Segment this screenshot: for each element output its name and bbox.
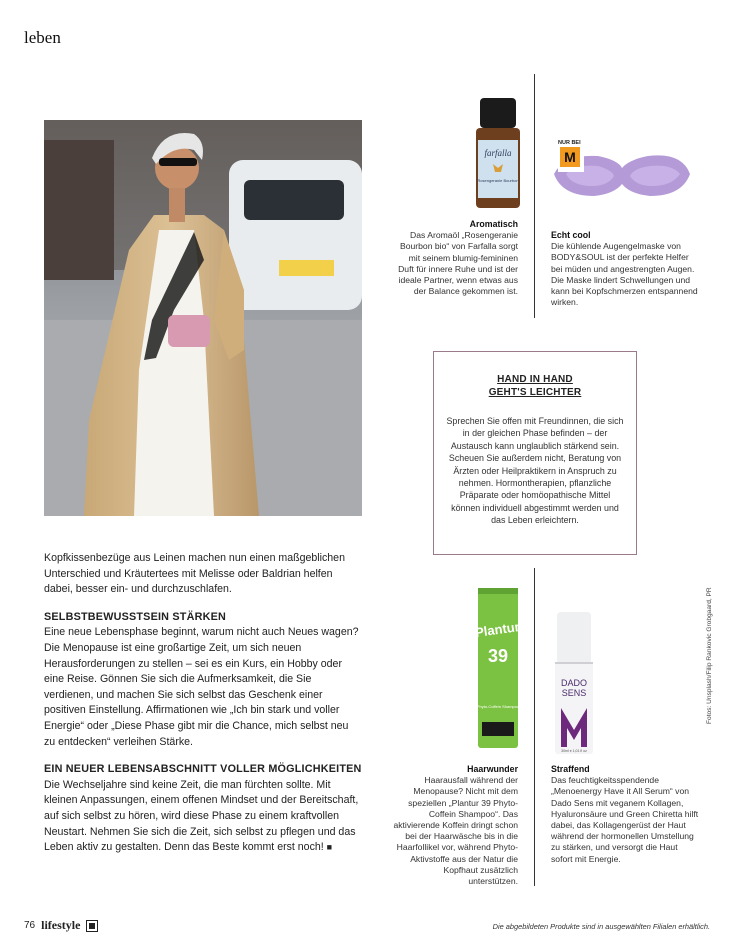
box-title-line1: HAND IN HAND xyxy=(497,374,573,385)
section-label: leben xyxy=(24,28,61,47)
oil-label-brand: farfalla xyxy=(484,148,512,158)
divider-line-top xyxy=(534,74,535,318)
shampoo-title: Haarwunder xyxy=(467,764,518,774)
box-text: Sprechen Sie offen mit Freundinnen, die sich in der gleichen Phase befinden – der Austausch kann unglaublich stärkend sein. Scheuen Sie außerdem nicht, Beratung von Ärzten oder Heilpraktikern in Anspruch zu nehmen. Hormontherapien, pflanzliche Präparate oder homöopathische Mittel können individuell abgestimmt werden und das Leben erleichtern. xyxy=(446,416,624,526)
heading-neuer-lebensabschnitt: EIN NEUER LEBENSABSCHNITT VOLLER MÖGLICHKEITEN xyxy=(44,763,362,776)
intro-paragraph: Kopfkissenbezüge aus Leinen machen nun einen maßgeblichen Unterschied und Kräutertees mit Melisse oder Baldrian helfen dabei, besser ein- und durchzuschlafen. xyxy=(44,552,345,596)
photo-credit: Fotos: Unsplash/Filip Rankovic Grobgaard, PR xyxy=(706,587,713,724)
page-number: 76 xyxy=(24,920,36,931)
shampoo-number: 39 xyxy=(487,646,509,666)
shampoo-bottle-image xyxy=(476,588,520,748)
shampoo-brand: Plantur xyxy=(476,618,520,641)
magazine-name: lifestyle xyxy=(41,918,81,932)
badge-letter: M xyxy=(560,147,580,167)
mask-text: Die kühlende Augengelmaske von BODY&SOUL ist der perfekte Helfer bei müden und angestrengten Augen. Die Maske lindert Schwellungen und kann bei Kopfschmerzen entspannend wirken. xyxy=(551,241,698,308)
oil-text: Das Aromaöl „Rosengeranie Bourbon bio“ von Farfalla sorgt mit seinem blumig-femininen Duft für innere Ruhe und ist der ideale Partner, wenn etwas aus der Balance gekommen ist. xyxy=(398,230,518,297)
mask-caption xyxy=(551,230,701,308)
info-box xyxy=(433,351,637,555)
box-title xyxy=(434,373,636,399)
serum-volume: 30ml e 1,01 fl oz xyxy=(561,749,587,753)
serum-text: Das feuchtigkeitsspendende „Menoenergy Have it All Serum“ von Dado Sens mit veganem Kollagen, Hyaluronsäure und Green Chiretta hilft dabei, das Kollagengerüst der Haut während der hormonellen Umstellung zu stärken, und versorgt die Haut sofort mit Energie. xyxy=(551,775,699,864)
mask-title: Echt cool xyxy=(551,230,591,240)
divider-line-bottom xyxy=(534,568,535,886)
shampoo-sub: Phyto-Coffein Shampoo xyxy=(476,704,520,709)
paragraph-text: Die Wechseljahre sind keine Zeit, die man fürchten sollte. Mit kleinen Anpassungen, einem offenen Mindset und der Bereitschaft, auf sich selbst zu hören, wird diese Phase zu einem kraftvollen Neustart. Nehmen Sie sich die Zeit, sich selbst zu pflegen und das Leben aktiv zu gestalten. Denn das Beste kommt erst noch! xyxy=(44,778,359,854)
serum-brand-2: SENS xyxy=(561,688,587,698)
oil-caption xyxy=(392,219,518,297)
magazine-logo-icon xyxy=(86,920,98,932)
paragraph-neuer-lebensabschnitt xyxy=(44,778,362,856)
shampoo-text: Haarausfall während der Menopause? Nicht mit dem speziellen „Plantur 39 Phyto-Coffein Shampoo“. Das aktivierende Koffein dringt schon bei der Haarwäsche bis in die Haarfollikel vor, während Phyto-Aktivstoffe aus der Natur die Kopfhaut zusätzlich unterstützen. xyxy=(393,775,518,887)
serum-brand-1: DADO xyxy=(560,678,588,688)
oil-label-name: Rosengeranie Bourbon xyxy=(477,178,519,183)
street-style-photo xyxy=(44,120,362,516)
end-mark: ■ xyxy=(326,842,333,853)
heading-selbstbewusstsein: SELBSTBEWUSSTSEIN STÄRKEN xyxy=(44,610,226,623)
oil-title: Aromatisch xyxy=(469,219,518,229)
woman-in-trench-coat-image xyxy=(44,120,362,516)
serum-bottle-image xyxy=(553,612,595,754)
mueller-badge xyxy=(558,140,584,172)
oil-bottle-image xyxy=(471,98,525,208)
footer-note: Die abgebildeten Produkte sind in ausgewählten Filialen erhältlich. xyxy=(492,922,710,931)
box-title-line2: GEHT'S LEICHTER xyxy=(488,387,582,398)
shampoo-caption xyxy=(392,764,518,887)
serum-title: Straffend xyxy=(551,764,590,774)
body-text-column xyxy=(44,551,362,856)
footer-left xyxy=(24,918,98,933)
badge-top-text: NUR BEI xyxy=(558,140,581,146)
paragraph-selbstbewusstsein: Eine neue Lebensphase beginnt, warum nicht auch Neues wagen? Die Menopause ist eine großartige Zeit, um sich neuen Herausforderungen zu stellen – sei es ein Kurs, ein Hobby oder eine Reise. Gönnen Sie sich die Aufmerksamkeit, die Sie verdienen, und machen Sie sich selbst das Geschenk einer positiven Einstellung. Affirmationen wie „Ich bin stark und voller Energie“ oder „Diese Phase gibt mir die Chance, mich selbst neu zu entdecken“ verleihen Stärke. xyxy=(44,626,359,748)
serum-caption xyxy=(551,764,701,865)
